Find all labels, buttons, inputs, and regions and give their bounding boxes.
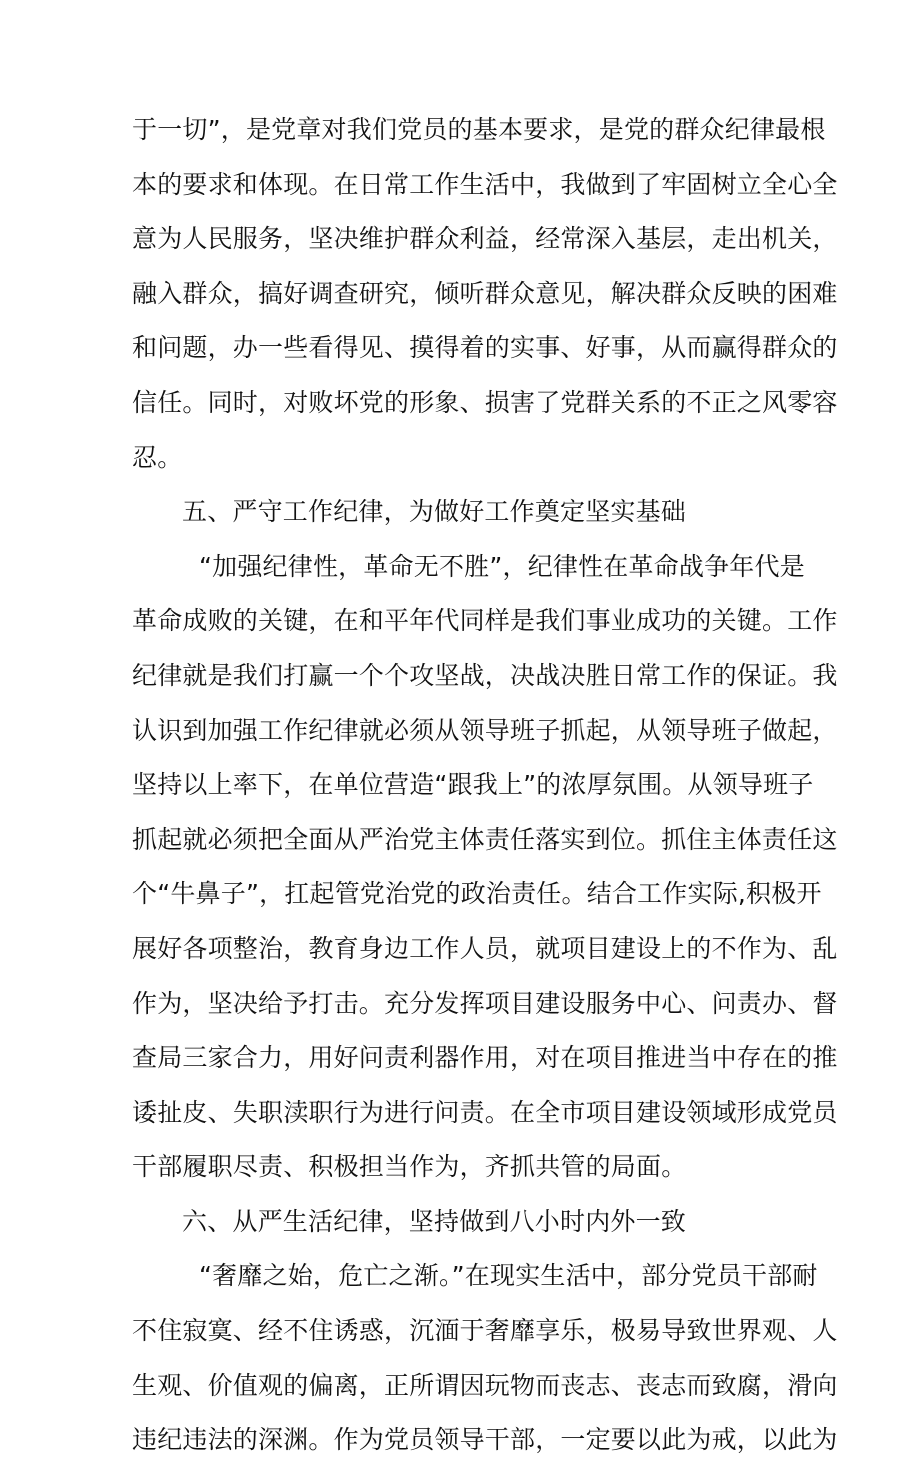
section-heading-6: 六、从严生活纪律，坚持做到八小时内外一致	[182, 1206, 687, 1236]
text-line: 认识到加强工作纪律就必须从领导班子抓起，从领导班子做起，	[132, 715, 838, 745]
paragraph-first-line: “奢靡之始，危亡之渐。”在现实生活中，部分党员干部耐	[199, 1261, 818, 1291]
text-line: 违纪违法的深渊。作为党员领导干部，一定要以此为戒，以此为	[132, 1425, 838, 1455]
text-line: 生观、价值观的偏离，正所谓因玩物而丧志、丧志而致腐，滑向	[132, 1370, 838, 1400]
text-line: 抓起就必须把全面从严治党主体责任落实到位。抓住主体责任这	[132, 824, 838, 854]
text-line: 革命成败的关键，在和平年代同样是我们事业成功的关键。工作	[132, 606, 838, 636]
text-line: 查局三家合力，用好问责利器作用，对在项目推进当中存在的推	[132, 1043, 838, 1073]
text-line: 诿扯皮、失职渎职行为进行问责。在全市项目建设领域形成党员	[132, 1097, 838, 1127]
text-line: 不住寂寞、经不住诱惑，沉湎于奢靡享乐，极易导致世界观、人	[132, 1316, 838, 1346]
text-line: 展好各项整治，教育身边工作人员，就项目建设上的不作为、乱	[132, 933, 838, 963]
text-line: 和问题，办一些看得见、摸得着的实事、好事，从而赢得群众的	[132, 333, 838, 363]
text-line: 作为，坚决给予打击。充分发挥项目建设服务中心、问责办、督	[132, 988, 838, 1018]
text-line: 干部履职尽责、积极担当作为，齐抓共管的局面。	[132, 1152, 687, 1182]
text-line: 纪律就是我们打赢一个个攻坚战，决战决胜日常工作的保证。我	[132, 660, 838, 690]
paragraph-first-line: “加强纪律性，革命无不胜”，纪律性在革命战争年代是	[199, 551, 805, 581]
text-line: 个“牛鼻子”，扛起管党治党的政治责任。结合工作实际,积极开	[132, 879, 822, 909]
section-heading-5: 五、严守工作纪律，为做好工作奠定坚实基础	[182, 497, 687, 527]
text-line: 坚持以上率下，在单位营造“跟我上”的浓厚氛围。从领导班子	[132, 770, 814, 800]
text-line: 忍。	[132, 442, 183, 472]
text-line: 信任。同时，对败坏党的形象、损害了党群关系的不正之风零容	[132, 387, 838, 417]
text-line: 意为人民服务，坚决维护群众利益，经常深入基层，走出机关，	[132, 224, 838, 254]
text-line: 融入群众，搞好调查研究，倾听群众意见，解决群众反映的困难	[132, 278, 838, 308]
body-text	[132, 103, 838, 1468]
text-line: 于一切”，是党章对我们党员的基本要求，是党的群众纪律最根	[132, 115, 826, 144]
text-line: 本的要求和体现。在日常工作生活中，我做到了牢固树立全心全	[132, 169, 838, 199]
